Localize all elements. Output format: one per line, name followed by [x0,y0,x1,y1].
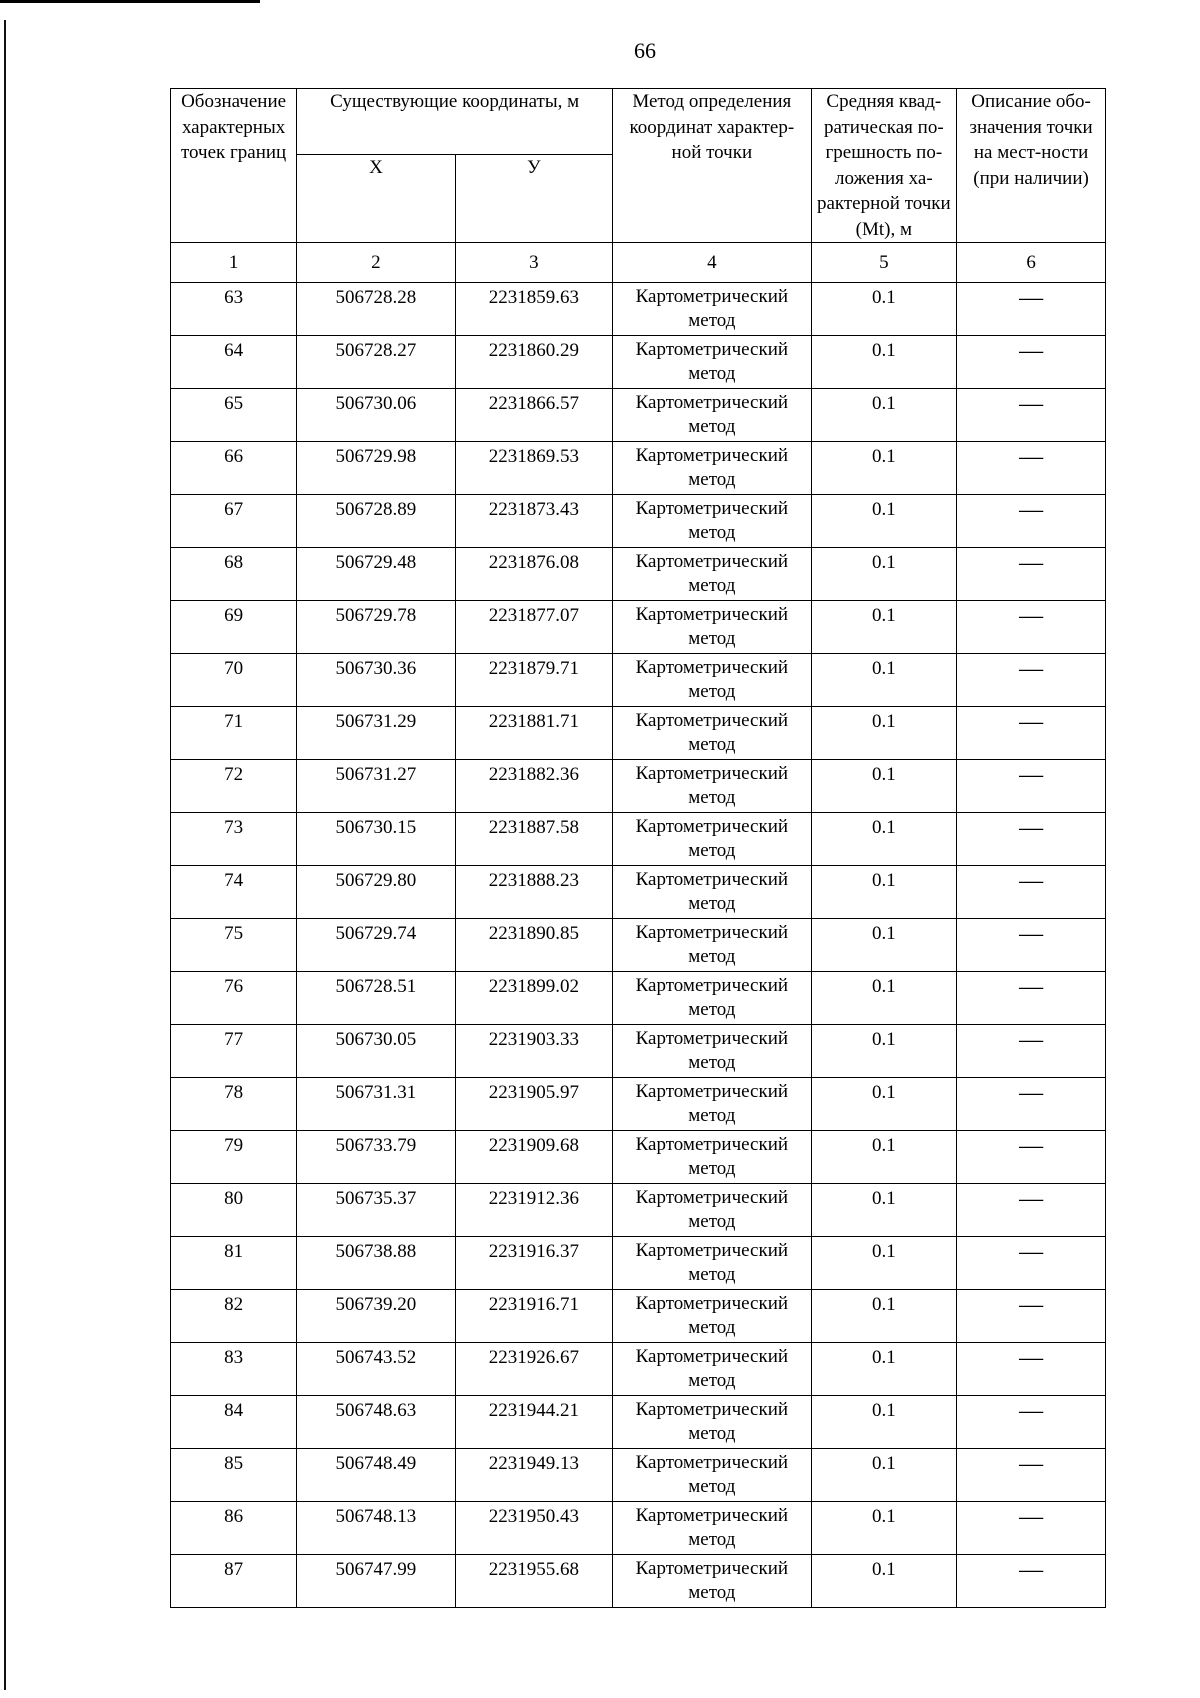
point-number-cell: 74 [171,866,297,919]
x-coordinate-cell: 506731.29 [297,707,456,760]
description-cell: — [957,919,1106,972]
y-coordinate-cell: 2231879.71 [455,654,612,707]
x-coordinate-cell: 506728.89 [297,495,456,548]
table-row [171,1343,1106,1396]
y-coordinate-cell: 2231912.36 [455,1184,612,1237]
table-row [171,601,1106,654]
method-cell: Картометрический метод [613,389,811,442]
method-cell: Картометрический метод [613,760,811,813]
point-number-cell: 77 [171,1025,297,1078]
table-row [171,1131,1106,1184]
header-existing-coordinates: Существующие координаты, м [297,89,613,155]
y-coordinate-cell: 2231859.63 [455,283,612,336]
table-row [171,495,1106,548]
y-coordinate-cell: 2231899.02 [455,972,612,1025]
point-number-cell: 87 [171,1555,297,1608]
method-cell: Картометрический метод [613,1078,811,1131]
description-cell: — [957,1131,1106,1184]
x-coordinate-cell: 506729.78 [297,601,456,654]
x-coordinate-cell: 506729.98 [297,442,456,495]
y-coordinate-cell: 2231890.85 [455,919,612,972]
x-coordinate-cell: 506731.27 [297,760,456,813]
x-coordinate-cell: 506729.74 [297,919,456,972]
mean-square-error-cell: 0.1 [811,919,957,972]
x-coordinate-cell: 506748.63 [297,1396,456,1449]
mean-square-error-cell: 0.1 [811,1396,957,1449]
x-coordinate-cell: 506743.52 [297,1343,456,1396]
point-number-cell: 82 [171,1290,297,1343]
description-cell: — [957,866,1106,919]
x-coordinate-cell: 506730.15 [297,813,456,866]
point-number-cell: 63 [171,283,297,336]
method-cell: Картометрический метод [613,919,811,972]
y-coordinate-cell: 2231887.58 [455,813,612,866]
method-cell: Картометрический метод [613,1025,811,1078]
header-point-designation: Обозначение характерных точек границ [171,89,297,243]
description-cell: — [957,1237,1106,1290]
mean-square-error-cell: 0.1 [811,1555,957,1608]
method-cell: Картометрический метод [613,707,811,760]
mean-square-error-cell: 0.1 [811,813,957,866]
table-row [171,654,1106,707]
table-row [171,548,1106,601]
description-cell: — [957,1025,1106,1078]
table-row [171,1396,1106,1449]
mean-square-error-cell: 0.1 [811,972,957,1025]
mean-square-error-cell: 0.1 [811,601,957,654]
point-number-cell: 78 [171,1078,297,1131]
method-cell: Картометрический метод [613,495,811,548]
mean-square-error-cell: 0.1 [811,1449,957,1502]
table-row [171,1555,1106,1608]
description-cell: — [957,1396,1106,1449]
description-cell: — [957,972,1106,1025]
point-number-cell: 64 [171,336,297,389]
column-number: 5 [811,243,957,283]
method-cell: Картометрический метод [613,1396,811,1449]
method-cell: Картометрический метод [613,1131,811,1184]
point-number-cell: 67 [171,495,297,548]
y-coordinate-cell: 2231944.21 [455,1396,612,1449]
scan-edge-top [0,0,260,3]
y-coordinate-cell: 2231926.67 [455,1343,612,1396]
y-coordinate-cell: 2231888.23 [455,866,612,919]
column-number: 6 [957,243,1106,283]
description-cell: — [957,601,1106,654]
point-number-cell: 72 [171,760,297,813]
description-cell: — [957,1078,1106,1131]
description-cell: — [957,495,1106,548]
y-coordinate-cell: 2231882.36 [455,760,612,813]
column-number: 2 [297,243,456,283]
mean-square-error-cell: 0.1 [811,707,957,760]
table-row [171,919,1106,972]
header-mean-square-error: Средняя квад-ратическая по-грешность по-ложения ха-рактерной точки (Mt), м [811,89,957,243]
mean-square-error-cell: 0.1 [811,1131,957,1184]
method-cell: Картометрический метод [613,336,811,389]
x-coordinate-cell: 506730.06 [297,389,456,442]
point-number-cell: 73 [171,813,297,866]
point-number-cell: 79 [171,1131,297,1184]
page-number: 66 [634,38,656,63]
method-cell: Картометрический метод [613,442,811,495]
table-row [171,389,1106,442]
description-cell: — [957,389,1106,442]
description-cell: — [957,1343,1106,1396]
x-coordinate-cell: 506747.99 [297,1555,456,1608]
y-coordinate-cell: 2231869.53 [455,442,612,495]
y-coordinate-cell: 2231955.68 [455,1555,612,1608]
table-row [171,1502,1106,1555]
x-coordinate-cell: 506739.20 [297,1290,456,1343]
method-cell: Картометрический метод [613,1555,811,1608]
point-number-cell: 65 [171,389,297,442]
y-coordinate-cell: 2231950.43 [455,1502,612,1555]
mean-square-error-cell: 0.1 [811,283,957,336]
column-number: 1 [171,243,297,283]
y-coordinate-cell: 2231949.13 [455,1449,612,1502]
x-coordinate-cell: 506729.48 [297,548,456,601]
mean-square-error-cell: 0.1 [811,1343,957,1396]
y-coordinate-cell: 2231873.43 [455,495,612,548]
point-number-cell: 84 [171,1396,297,1449]
table-row [171,1184,1106,1237]
header-method: Метод определения координат характер-ной точки [613,89,811,243]
mean-square-error-cell: 0.1 [811,1184,957,1237]
mean-square-error-cell: 0.1 [811,1025,957,1078]
method-cell: Картометрический метод [613,654,811,707]
description-cell: — [957,442,1106,495]
y-coordinate-cell: 2231916.71 [455,1290,612,1343]
x-coordinate-cell: 506730.36 [297,654,456,707]
mean-square-error-cell: 0.1 [811,760,957,813]
table-row [171,1025,1106,1078]
description-cell: — [957,813,1106,866]
point-number-cell: 68 [171,548,297,601]
description-cell: — [957,336,1106,389]
method-cell: Картометрический метод [613,1290,811,1343]
table-row [171,1078,1106,1131]
mean-square-error-cell: 0.1 [811,389,957,442]
method-cell: Картометрический метод [613,1449,811,1502]
column-number: 3 [455,243,612,283]
y-coordinate-cell: 2231905.97 [455,1078,612,1131]
mean-square-error-cell: 0.1 [811,495,957,548]
point-number-cell: 83 [171,1343,297,1396]
table-row [171,283,1106,336]
mean-square-error-cell: 0.1 [811,442,957,495]
point-number-cell: 86 [171,1502,297,1555]
description-cell: — [957,760,1106,813]
description-cell: — [957,1290,1106,1343]
point-number-cell: 66 [171,442,297,495]
x-coordinate-cell: 506729.80 [297,866,456,919]
header-description: Описание обо-значения точки на мест-ности (при наличии) [957,89,1106,243]
table-row [171,1290,1106,1343]
column-number: 4 [613,243,811,283]
point-number-cell: 70 [171,654,297,707]
y-coordinate-cell: 2231876.08 [455,548,612,601]
y-coordinate-cell: 2231877.07 [455,601,612,654]
point-number-cell: 76 [171,972,297,1025]
mean-square-error-cell: 0.1 [811,866,957,919]
mean-square-error-cell: 0.1 [811,1078,957,1131]
header-y: У [455,155,612,243]
mean-square-error-cell: 0.1 [811,654,957,707]
y-coordinate-cell: 2231903.33 [455,1025,612,1078]
y-coordinate-cell: 2231866.57 [455,389,612,442]
method-cell: Картометрический метод [613,1343,811,1396]
table-row [171,760,1106,813]
point-number-cell: 69 [171,601,297,654]
method-cell: Картометрический метод [613,813,811,866]
x-coordinate-cell: 506738.88 [297,1237,456,1290]
method-cell: Картометрический метод [613,1237,811,1290]
x-coordinate-cell: 506730.05 [297,1025,456,1078]
scan-edge-left [4,20,6,1690]
method-cell: Картометрический метод [613,1184,811,1237]
y-coordinate-cell: 2231909.68 [455,1131,612,1184]
x-coordinate-cell: 506735.37 [297,1184,456,1237]
y-coordinate-cell: 2231860.29 [455,336,612,389]
y-coordinate-cell: 2231881.71 [455,707,612,760]
column-number-row [171,243,1106,283]
description-cell: — [957,707,1106,760]
mean-square-error-cell: 0.1 [811,548,957,601]
coordinates-table [170,88,1106,1608]
x-coordinate-cell: 506748.13 [297,1502,456,1555]
method-cell: Картометрический метод [613,866,811,919]
description-cell: — [957,1184,1106,1237]
x-coordinate-cell: 506748.49 [297,1449,456,1502]
method-cell: Картометрический метод [613,601,811,654]
x-coordinate-cell: 506733.79 [297,1131,456,1184]
method-cell: Картометрический метод [613,972,811,1025]
table-row [171,1449,1106,1502]
table-row [171,1237,1106,1290]
description-cell: — [957,1502,1106,1555]
point-number-cell: 81 [171,1237,297,1290]
y-coordinate-cell: 2231916.37 [455,1237,612,1290]
description-cell: — [957,548,1106,601]
method-cell: Картометрический метод [613,283,811,336]
mean-square-error-cell: 0.1 [811,1237,957,1290]
description-cell: — [957,654,1106,707]
point-number-cell: 71 [171,707,297,760]
header-x: X [297,155,456,243]
description-cell: — [957,1555,1106,1608]
method-cell: Картометрический метод [613,1502,811,1555]
table-row [171,972,1106,1025]
mean-square-error-cell: 0.1 [811,336,957,389]
mean-square-error-cell: 0.1 [811,1290,957,1343]
point-number-cell: 75 [171,919,297,972]
table-row [171,707,1106,760]
mean-square-error-cell: 0.1 [811,1502,957,1555]
x-coordinate-cell: 506728.27 [297,336,456,389]
x-coordinate-cell: 506731.31 [297,1078,456,1131]
point-number-cell: 80 [171,1184,297,1237]
description-cell: — [957,1449,1106,1502]
table-row [171,336,1106,389]
description-cell: — [957,283,1106,336]
table-row [171,442,1106,495]
table-row [171,866,1106,919]
method-cell: Картометрический метод [613,548,811,601]
x-coordinate-cell: 506728.51 [297,972,456,1025]
point-number-cell: 85 [171,1449,297,1502]
x-coordinate-cell: 506728.28 [297,283,456,336]
table-row [171,813,1106,866]
